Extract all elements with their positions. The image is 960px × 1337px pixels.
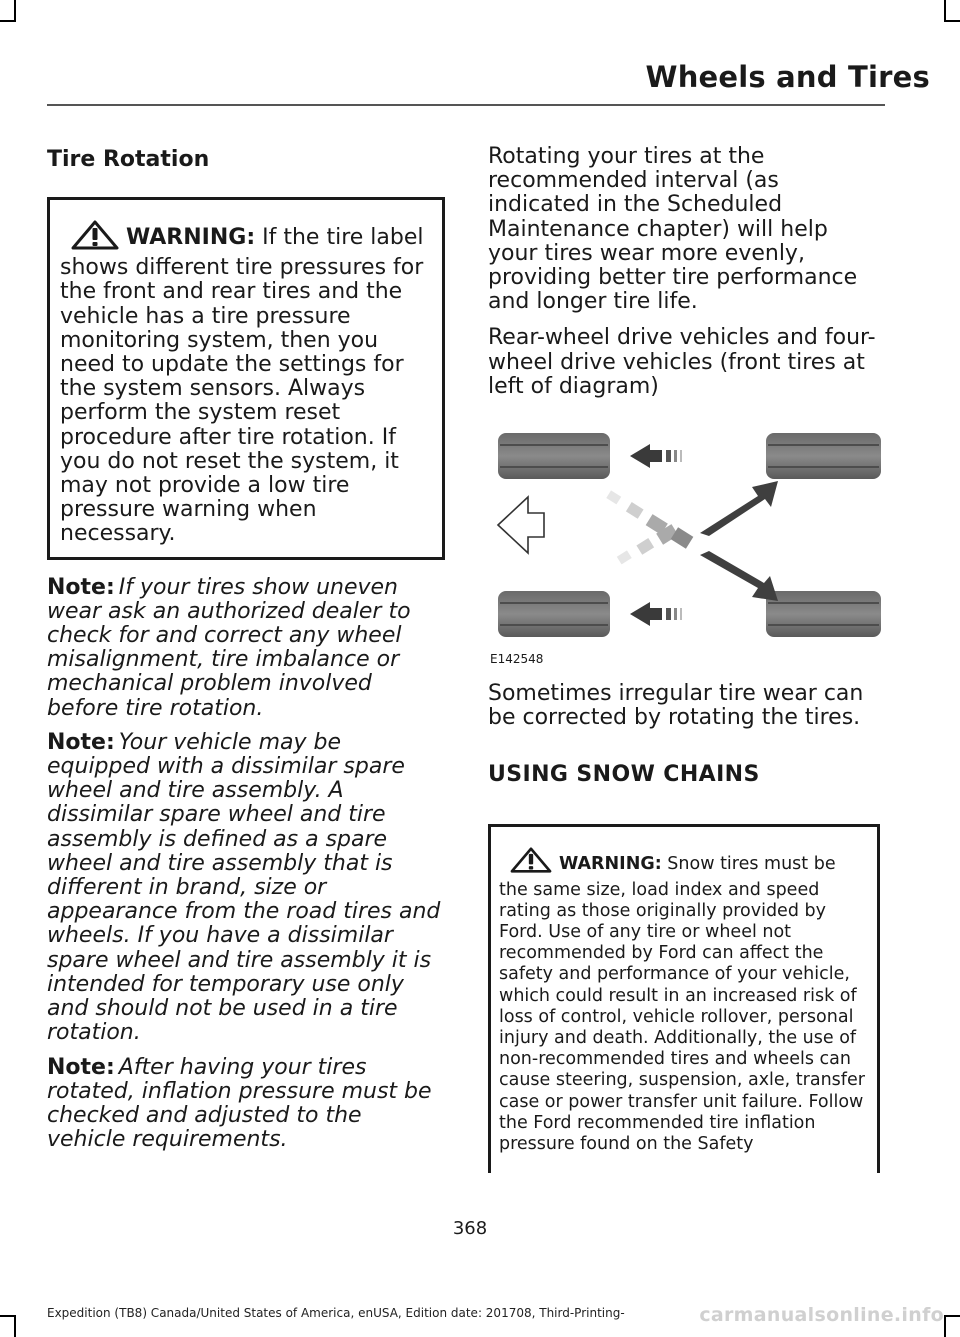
note-label: Note: — [47, 729, 115, 755]
warning-box-tire-label — [47, 197, 445, 560]
section-title-tire-rotation: Tire Rotation — [47, 147, 210, 172]
paragraph-irregular-wear: Sometimes irregular tire wear can be corrected by rotating the tires. — [488, 681, 864, 731]
paragraph-rwd-4wd: Rear-wheel drive vehicles and four-wheel drive vehicles (front tires at left of diagram) — [488, 325, 876, 399]
note-paragraph — [47, 1056, 445, 1153]
note-text: Your vehicle may be equipped with a dissimilar spare wheel and tire assembly. A dissimilar spare wheel and tire assembly is defined as a spare wheel and tire assembly that is different in brand, size or appearance from the road tires and wheels. If you have a dissimilar spare wheel and tire assembly it is intended for temporary use only and should not be used in a tire rotation. — [47, 729, 441, 1046]
tire-front-right — [498, 591, 610, 637]
tire-front-left — [498, 433, 610, 479]
note-text: After having your tires rotated, inflation pressure must be checked and adjusted to the vehicle requirements. — [47, 1054, 432, 1153]
warning-text: If the tire label shows different tire pressures for the front and rear tires and the vehicle has a tire pressure monitoring system, then you need to update the settings for the system sensors. Always perform the system reset procedure after tire rotation. If you do not reset the system, it may not provide a low tire pressure warning when necessary. — [60, 225, 424, 547]
note-label: Note: — [47, 574, 115, 600]
note-paragraph — [47, 731, 445, 1046]
arrow-rear-to-front-bottom — [630, 602, 682, 626]
paragraph-rotation-interval: Rotating your tires at the recommended interval (as indicated in the Scheduled Maintenance chapter) will help your tires wear more evenly, providing better tire performance and longer tire life. — [488, 144, 858, 315]
warning-label: WARNING: — [559, 854, 662, 875]
warning-text: Snow tires must be the same size, load index and speed rating as those originally provided by Ford. Use of any tire or wheel not recommended by Ford can affect the safety and performance of your vehicle, which could result in an increased risk of loss of control, vehicle rollover, personal injury and death. Additionally, the use of non-recommended tires and wheels can cause steering, suspension, axle, transfer case or power transfer unit failure. Follow the Ford recommended tire inflation pressure found on the Safety — [499, 854, 865, 1155]
warning-box-snow-tires — [488, 824, 880, 1173]
arrow-cross-front-to-rear-top — [617, 481, 778, 564]
page-number: 368 — [452, 1218, 488, 1239]
tire-rotation-svg — [488, 423, 883, 668]
footer-edition-info: Expedition (TB8) Canada/United States of America, enUSA, Edition date: 201708, Third-Printing- — [47, 1306, 625, 1320]
note-text: If your tires show uneven wear ask an authorized dealer to check for and correct any wheel misalignment, tire imbalance or mechanical problem involved before tire rotation. — [47, 574, 411, 721]
note-label: Note: — [47, 1054, 115, 1080]
header-divider — [47, 104, 885, 106]
crop-mark — [0, 20, 16, 22]
left-column — [47, 145, 445, 1162]
warning-triangle-icon — [70, 220, 120, 256]
right-column — [488, 145, 880, 1173]
warning-label: WARNING: — [126, 225, 256, 250]
crop-mark — [14, 0, 16, 22]
crop-mark — [944, 1315, 960, 1317]
forward-direction-arrow — [498, 497, 544, 553]
figure-id-label: E142548 — [490, 652, 544, 667]
crop-mark — [0, 1315, 16, 1317]
warning-triangle-icon — [509, 847, 553, 879]
crop-mark — [944, 0, 946, 22]
tire-rotation-diagram — [488, 423, 883, 668]
note-paragraph — [47, 576, 445, 721]
tire-rear-left — [766, 433, 881, 479]
crop-mark — [14, 1315, 16, 1337]
arrow-rear-to-front-top — [630, 444, 682, 468]
crop-mark — [944, 1315, 946, 1337]
tire-rear-right — [766, 591, 881, 637]
crop-mark — [944, 20, 960, 22]
watermark: carmanualsonline.info — [699, 1304, 944, 1326]
page-header-title: Wheels and Tires — [645, 60, 930, 94]
section-title-snow-chains: USING SNOW CHAINS — [488, 762, 760, 788]
